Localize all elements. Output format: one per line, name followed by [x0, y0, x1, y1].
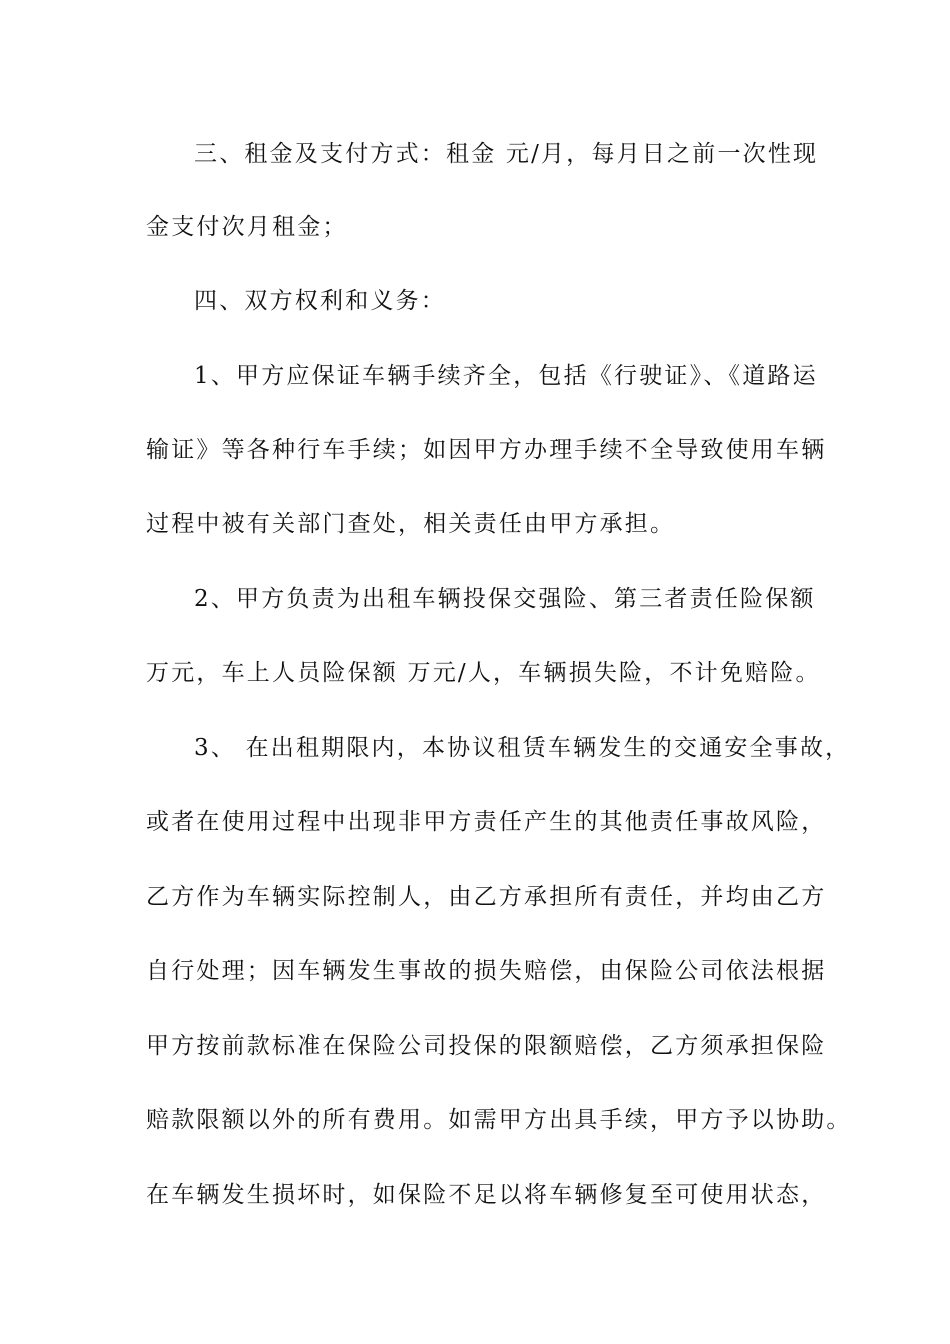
clause-3-line-6: 赔款限额以外的所有费用。如需甲方出具手续，甲方予以协助。 — [146, 1107, 852, 1133]
section-heading-rights-obligations: 四、双方权利和义务： — [194, 288, 446, 314]
clause-3-line-1: 3、 在出租期限内，本协议租赁车辆发生的交通安全事故， — [194, 735, 851, 761]
paragraph-rent-payment-line-2: 金支付次月租金； — [146, 214, 348, 240]
clause-3-line-4: 自行处理；因车辆发生事故的损失赔偿，由保险公司依法根据 — [146, 958, 827, 984]
clause-3-line-5: 甲方按前款标准在保险公司投保的限额赔偿，乙方须承担保险 — [146, 1033, 827, 1059]
clause-1-line-1: 1、甲方应保证车辆手续齐全，包括《行驶证》、《道路运 — [194, 363, 818, 389]
clause-3-line-3: 乙方作为车辆实际控制人，由乙方承担所有责任，并均由乙方 — [146, 884, 827, 910]
clause-1-line-3: 过程中被有关部门查处，相关责任由甲方承担。 — [146, 511, 676, 537]
paragraph-rent-payment-line-1: 三、租金及支付方式：租金 元/月，每月日之前一次性现 — [194, 141, 819, 167]
clause-3-line-7: 在车辆发生损坏时，如保险不足以将车辆修复至可使用状态， — [146, 1182, 827, 1208]
clause-2-line-1: 2、甲方负责为出租车辆投保交强险、第三者责任险保额 — [194, 586, 816, 612]
clause-3-line-2: 或者在使用过程中出现非甲方责任产生的其他责任事故风险， — [146, 809, 827, 835]
clause-2-line-2: 万元，车上人员险保额 万元/人，车辆损失险，不计免赔险。 — [146, 660, 821, 686]
clause-1-line-2: 输证》等各种行车手续；如因甲方办理手续不全导致使用车辆 — [146, 437, 827, 463]
